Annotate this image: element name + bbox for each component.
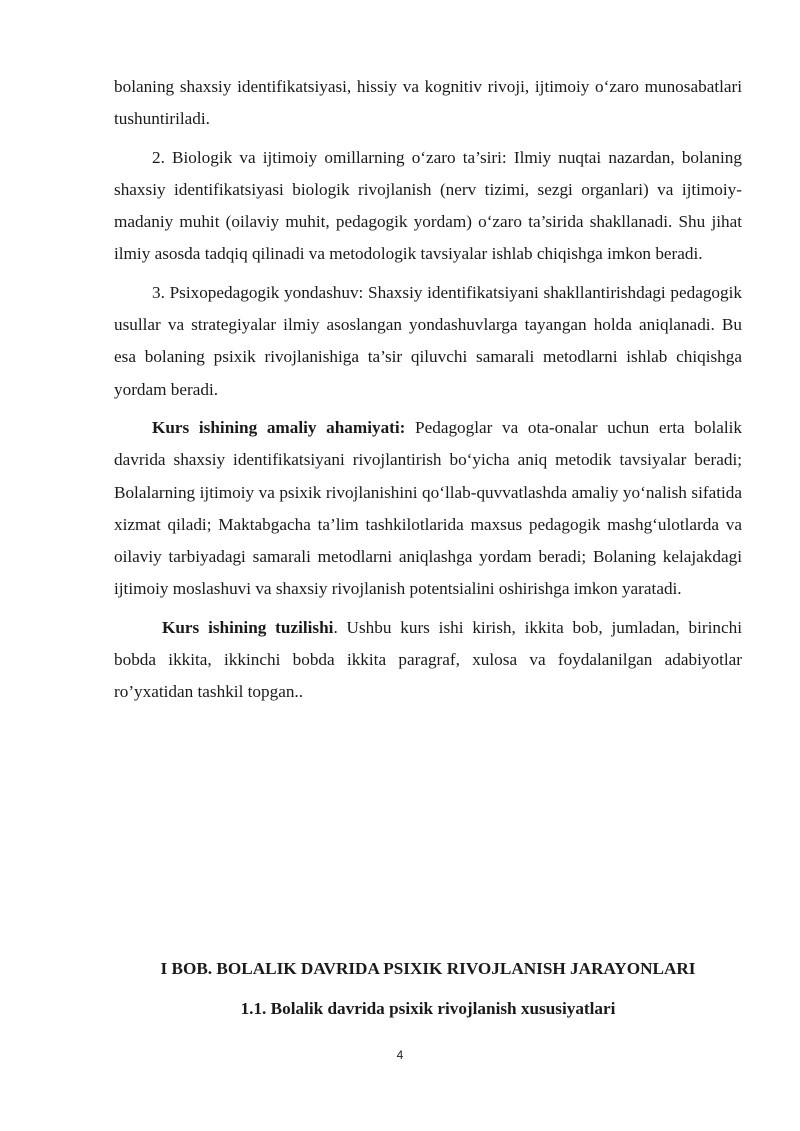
chapter-title: I BOB. BOLALIK DAVRIDA PSIXIK RIVOJLANISH JARAYONLARI <box>160 959 696 978</box>
practical-significance-label: Kurs ishining amaliy ahamiyati: <box>152 417 406 437</box>
body-text <box>114 71 742 709</box>
structure-label: Kurs ishining tuzilishi <box>162 617 334 637</box>
practical-significance-text: Pedagoglar va ota-onalar uchun erta bolalik davrida shaxsiy identifikatsiyani rivojlantirish bo‘yicha aniq metodik tavsiyalar beradi; Bolalarning ijtimoiy va psixik rivojlanishini qo‘llab-quvvatlashda amaliy yo‘nalish sifatida xizmat qiladi; Maktabgacha ta’lim tashkilotlarida maxsus pedagogik mashg‘ulotlarda va oilaviy tarbiyadagi samarali metodlarni aniqlashga yordam beradi; Bolaning kelajakdagi ijtimoiy moslashuvi va shaxsiy rivojlanish potentsialini oshirishga imkon yaratadi. <box>114 417 742 599</box>
paragraph-intro: bolaning shaxsiy identifikatsiyasi, hissiy va kognitiv rivoji, ijtimoiy o‘zaro munosabatlari tushuntiriladi. <box>114 77 742 129</box>
paragraph-practical-significance <box>114 412 742 606</box>
page-number: 4 <box>396 1048 404 1062</box>
section-title: 1.1. Bolalik davrida psixik rivojlanish xususiyatlari <box>240 999 616 1018</box>
paragraph-psychopedagogical: 3. Psixopedagogik yondashuv: Shaxsiy identifikatsiyani shakllantirishdagi pedagogik usullar va strategiyalar ilmiy asoslangan yondashuvlarga tayangan holda aniqlanadi. Bu esa bolaning psixik rivojlanishiga ta’sir qiluvchi samarali metodlarni ishlab chiqishga yordam beradi. <box>114 282 742 399</box>
paragraph-structure <box>114 612 742 709</box>
structure-text: . Ushbu kurs ishi kirish, ikkita bob, jumladan, birinchi bobda ikkita, ikkinchi bobda ikkita paragraf, xulosa va foydalanilgan adabiyotlar ro’yxatidan tashkil topgan.. <box>114 617 742 702</box>
paragraph-biological-social: 2. Biologik va ijtimoiy omillarning o‘zaro ta’siri: Ilmiy nuqtai nazardan, bolaning shaxsiy identifikatsiyasi biologik rivojlanish (nerv tizimi, sezgi organlari) va ijtimoiy-madaniy muhit (oilaviy muhit, pedagogik yordam) o‘zaro ta’sirida shakllanadi. Shu jihat ilmiy asosda tadqiq qilinadi va metodologik tavsiyalar ishlab chiqishga imkon beradi. <box>114 147 742 264</box>
